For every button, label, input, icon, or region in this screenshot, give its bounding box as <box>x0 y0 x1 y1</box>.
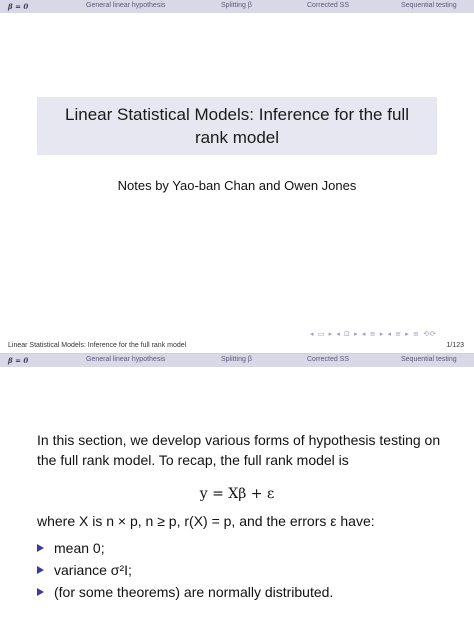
list-item <box>37 537 333 559</box>
list-item <box>37 581 333 603</box>
nav-item-corrected-ss[interactable]: Corrected SS <box>307 356 350 363</box>
section-navbar <box>0 0 474 13</box>
bullet-triangle-icon <box>37 544 44 552</box>
where-line: where X is n × p, n ≥ p, r(X) = p, and the errors ε have: <box>37 513 375 529</box>
bullet-text: (for some theorems) are normally distributed. <box>54 584 334 600</box>
bullet-text: variance σ²I; <box>54 562 132 578</box>
bullet-triangle-icon <box>37 566 44 574</box>
slide-title: Linear Statistical Models: Inference for the full rank model <box>37 97 437 155</box>
nav-item-beta-zero[interactable]: β = 0 <box>8 356 29 365</box>
section-navbar <box>0 354 474 367</box>
model-equation: y = Xβ + ε <box>199 486 275 502</box>
nav-item-corrected-ss[interactable]: Corrected SS <box>307 2 350 9</box>
nav-item-splitting-beta[interactable]: Splitting β <box>221 356 252 363</box>
beamer-navigation-icons[interactable]: ◂ ▭ ▸ ◂ ⊡ ▸ ◂ ≡ ▸ ◂ ≡ ▸ ≡ ⟲⟳ <box>310 330 437 338</box>
bullet-triangle-icon <box>37 588 44 596</box>
list-item <box>37 559 333 581</box>
content-slide <box>0 354 474 632</box>
slide-footer <box>0 341 474 353</box>
intro-paragraph: In this section, we develop various forms of hypothesis testing on the full rank model. To recap, the full rank model is <box>37 432 441 468</box>
nav-item-splitting-beta[interactable]: Splitting β <box>221 2 252 9</box>
assumption-list <box>37 537 333 603</box>
nav-item-general-linear-hypothesis[interactable]: General linear hypothesis <box>86 356 166 363</box>
bullet-text: mean 0; <box>54 540 105 556</box>
nav-item-sequential-testing[interactable]: Sequential testing <box>401 2 457 9</box>
nav-item-beta-zero[interactable]: β = 0 <box>8 2 29 11</box>
nav-item-sequential-testing[interactable]: Sequential testing <box>401 356 457 363</box>
page-number: 1/123 <box>446 342 464 349</box>
footer-title: Linear Statistical Models: Inference for the full rank model <box>8 342 187 349</box>
nav-item-general-linear-hypothesis[interactable]: General linear hypothesis <box>86 2 166 9</box>
authors-line: Notes by Yao-ban Chan and Owen Jones <box>117 178 357 193</box>
